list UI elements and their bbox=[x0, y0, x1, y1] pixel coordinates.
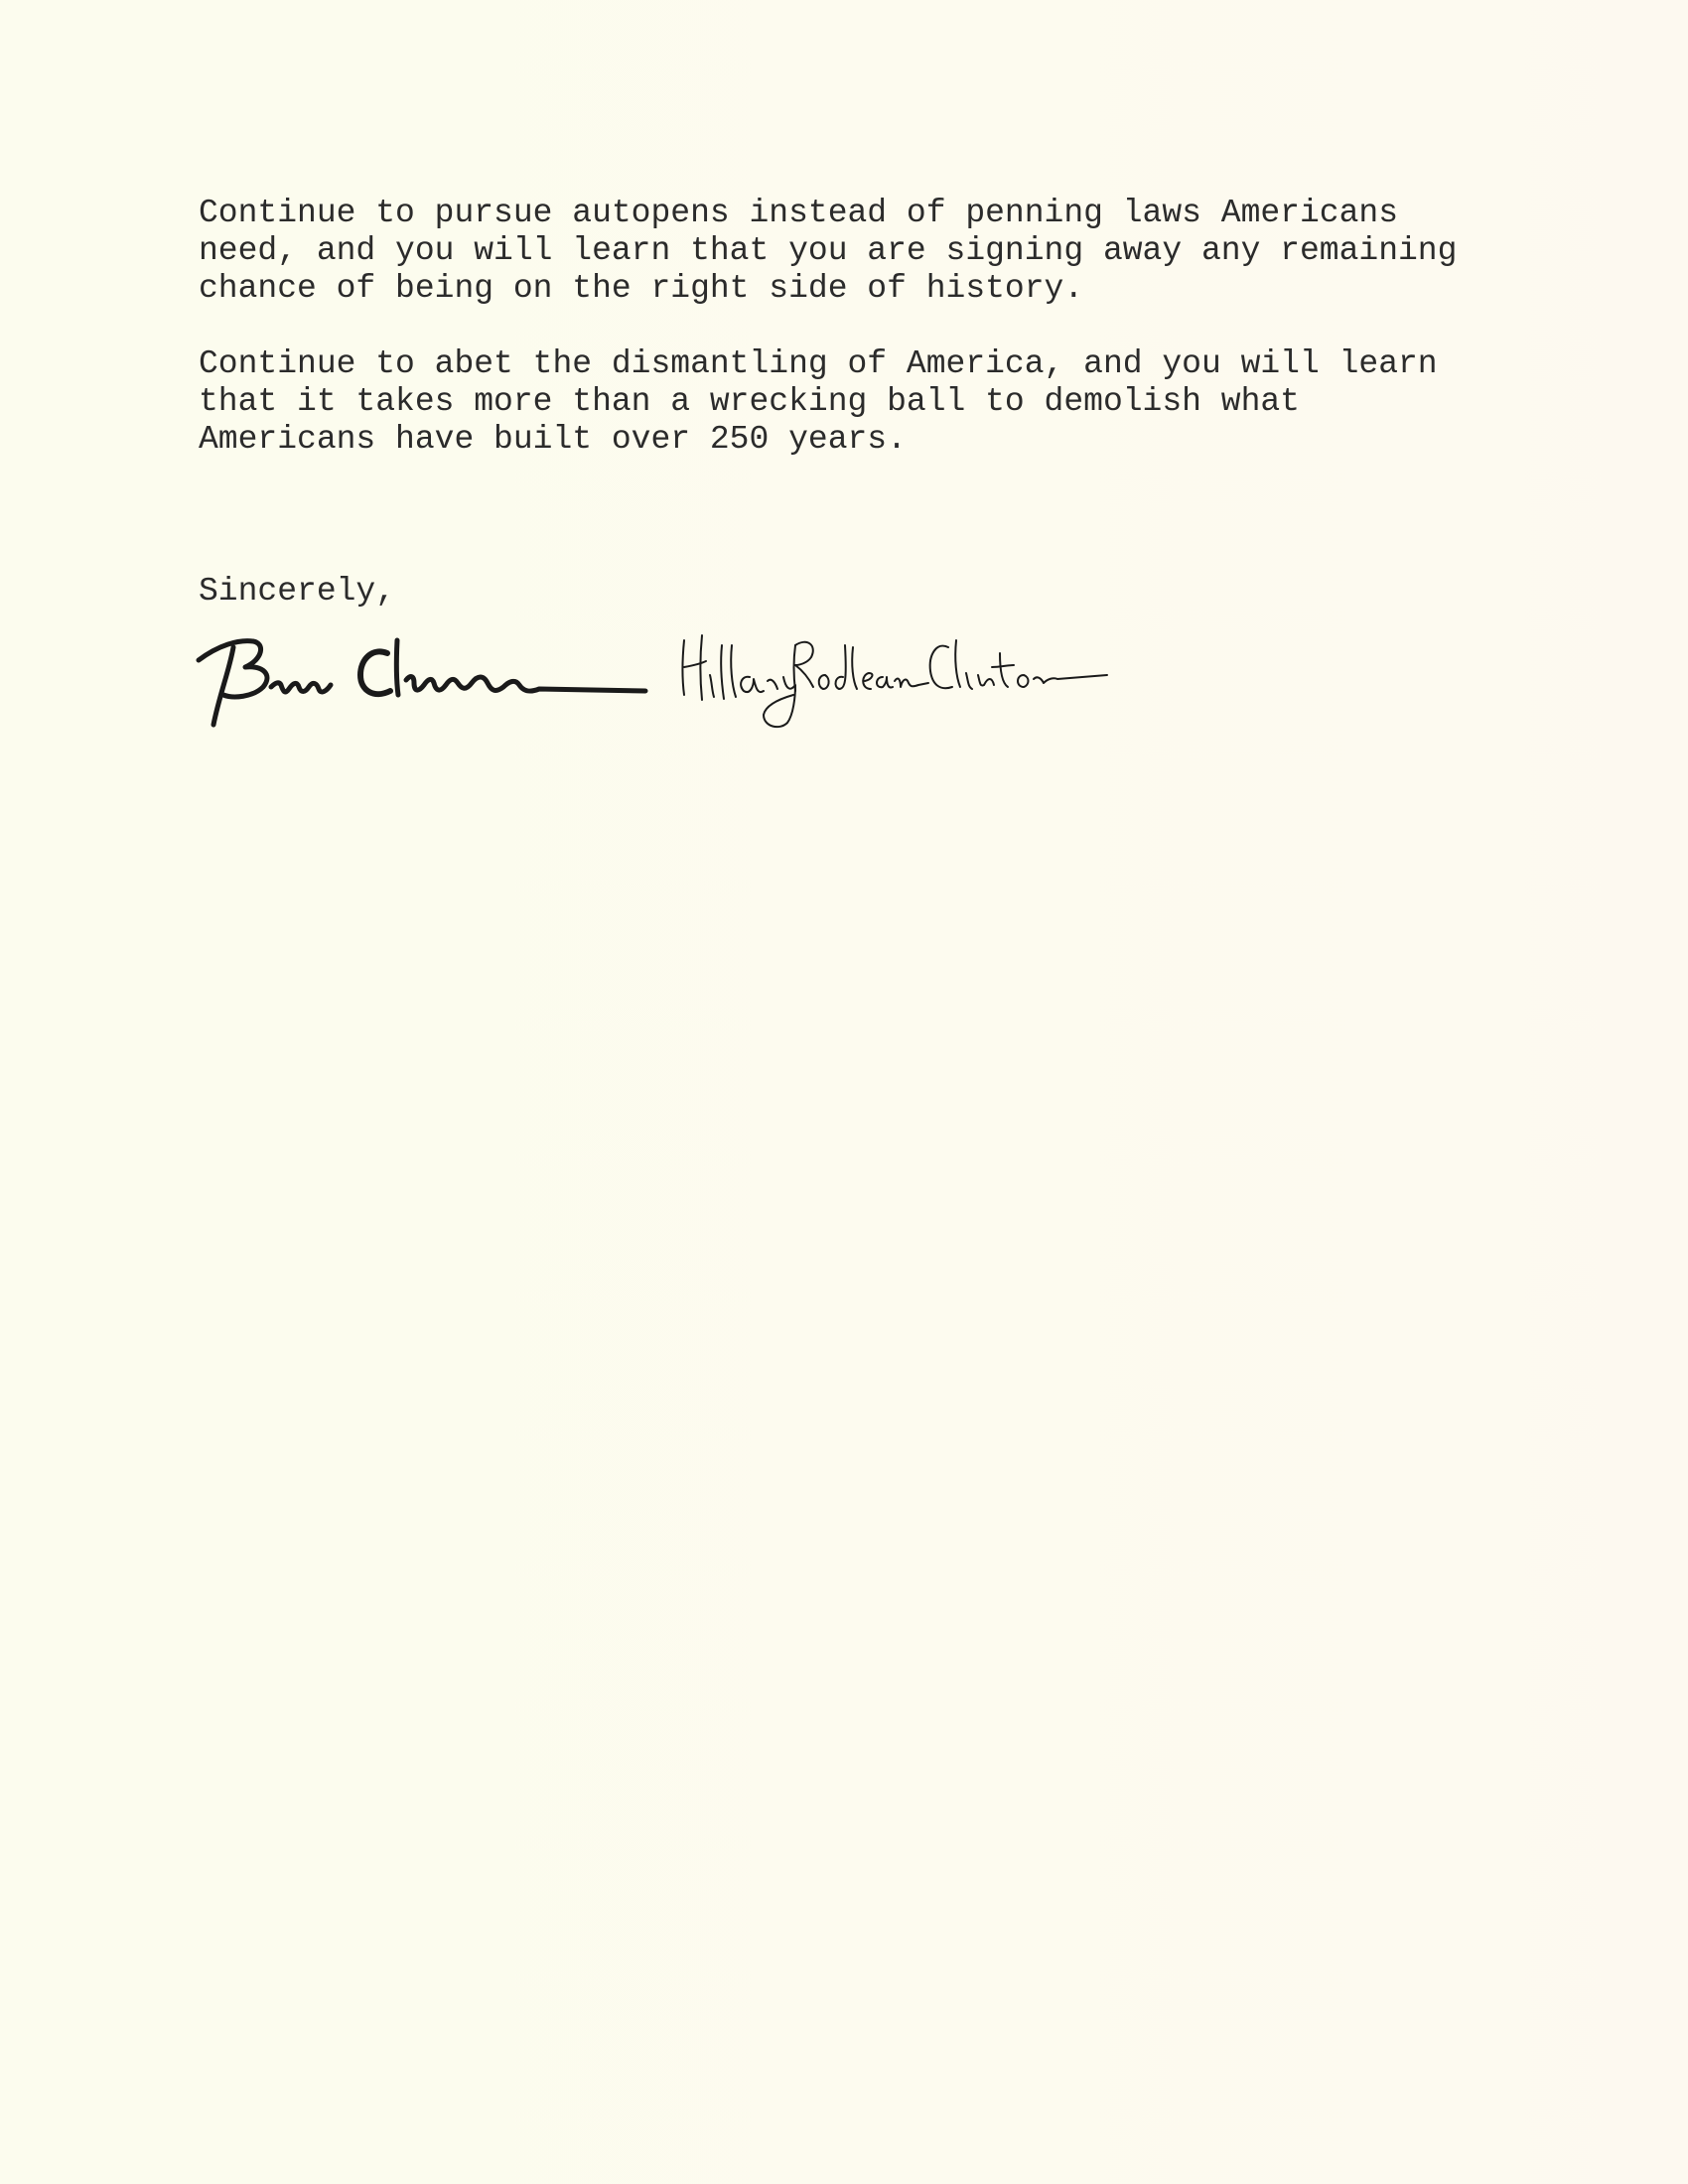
paragraph-1: Continue to pursue autopens instead of penning laws Americans need, and you will learn that you are signing away any remaining chance of being on the right side of history. bbox=[199, 195, 1458, 307]
letter-body bbox=[199, 195, 1509, 496]
paragraph-2: Continue to abet the dismantling of America, and you will learn that it takes more than a wrecking ball to demolish what Americans have built over 250 years. bbox=[199, 345, 1438, 458]
signature-block bbox=[194, 625, 1246, 764]
signature-bill-clinton bbox=[199, 640, 645, 725]
closing-salutation: Sincerely, bbox=[199, 573, 396, 610]
signatures-svg bbox=[194, 625, 1246, 764]
signature-hillary-clinton bbox=[683, 635, 1108, 727]
